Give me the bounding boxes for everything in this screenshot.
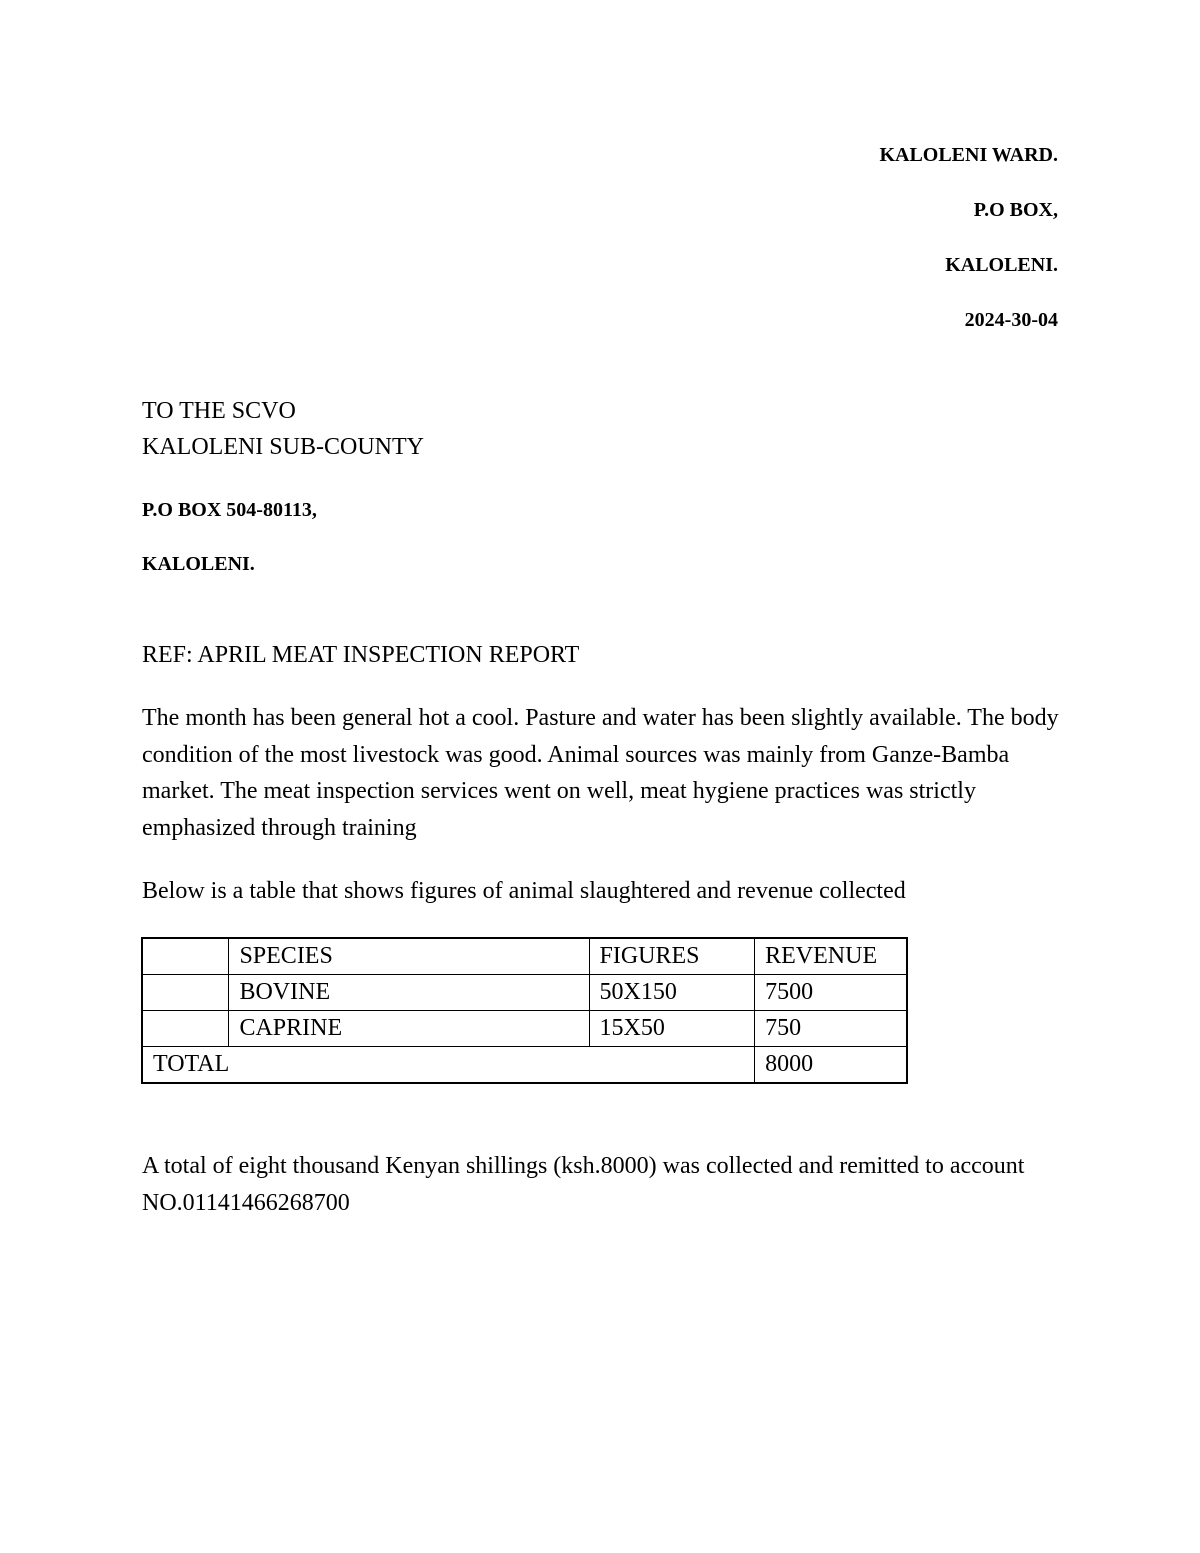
sender-po-box: P.O BOX,: [973, 199, 1058, 221]
recipient-subcounty: KALOLENI SUB-COUNTY: [142, 434, 424, 460]
table-total-label: TOTAL: [142, 1047, 755, 1084]
table-header-cell: FIGURES: [589, 938, 755, 975]
table-cell: BOVINE: [229, 975, 589, 1011]
table-cell: 7500: [755, 975, 907, 1011]
table-row: [142, 1011, 907, 1047]
recipient-title: TO THE SCVO: [142, 398, 296, 424]
table-total-value: 8000: [755, 1047, 907, 1084]
sender-town: KALOLENI.: [945, 254, 1058, 276]
table-header-row: [142, 938, 907, 975]
table-cell: CAPRINE: [229, 1011, 589, 1047]
reference-line: REF: APRIL MEAT INSPECTION REPORT: [142, 642, 580, 668]
sender-ward: KALOLENI WARD.: [879, 144, 1058, 166]
recipient-po-box: P.O BOX 504-80113,: [142, 499, 317, 521]
body-paragraph-3: A total of eight thousand Kenyan shillings (ksh.8000) was collected and remitted to account NO.01141466268700: [142, 1153, 1025, 1216]
table-cell: [142, 1011, 229, 1047]
table-total-row: [142, 1047, 907, 1084]
letter-date: 2024-30-04: [964, 309, 1058, 331]
sender-address: [879, 140, 1058, 360]
table-cell: 750: [755, 1011, 907, 1047]
table-header-cell: REVENUE: [755, 938, 907, 975]
table-row: [142, 975, 907, 1011]
slaughter-revenue-table: [141, 937, 908, 1084]
body-paragraph-2: Below is a table that shows figures of animal slaughtered and revenue collected: [142, 878, 906, 904]
body-paragraph-1: The month has been general hot a cool. Pasture and water has been slightly available. The body condition of the most livestock was good. Animal sources was mainly from Ganze-Bamba market. The meat inspection services went on well, meat hygiene practices was strictly emphasized through training: [142, 705, 1059, 841]
recipient-town: KALOLENI.: [142, 553, 255, 575]
table-cell: 50X150: [589, 975, 755, 1011]
table-header-cell: [142, 938, 229, 975]
table-cell: [142, 975, 229, 1011]
table-header-cell: SPECIES: [229, 938, 589, 975]
table-cell: 15X50: [589, 1011, 755, 1047]
